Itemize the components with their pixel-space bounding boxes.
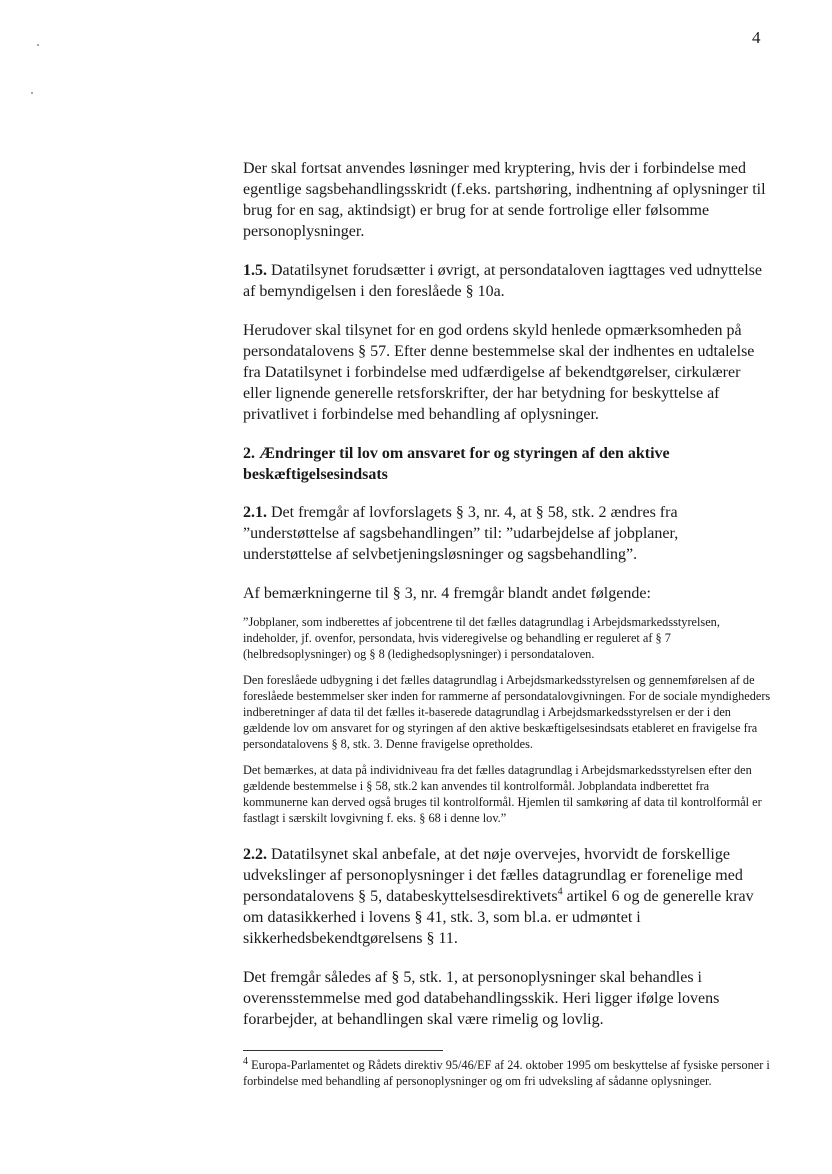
paragraph-1-5	[243, 260, 771, 302]
paragraph-text: Datatilsynet forudsætter i øvrigt, at persondataloven iagttages ved udnyttelse af bemyndigelsen i den foreslåede § 10a.	[243, 262, 762, 300]
paragraph-text: Datatilsynet skal anbefale, at det nøje overvejes, hvorvidt de forskellige udvekslinger af personoplysninger i det fælles datagrundlag er forenelige med persondatalovens § 5, databeskyttelsesdirektivets	[243, 846, 743, 905]
quote-paragraph: Det bemærkes, at data på individniveau fra det fælles datagrundlag i Arbejdsmarkedsstyrelsen efter den gældende bestemmelse i § 58, stk.2 kan anvendes til kontrolformål. Jobplandata indberettet fra kommunerne kan derved også bruges til kontrolformål. Hjemlen til samkøring af data til kontrolformål er fastlagt i særskilt lovgivning f. eks. § 68 i denne lov.”	[243, 763, 762, 825]
footnote-marker: 4	[243, 1055, 248, 1067]
document-body	[243, 158, 771, 1089]
section-number: 1.5.	[243, 262, 267, 279]
paragraph-text: Det fremgår af lovforslagets § 3, nr. 4, at § 58, stk. 2 ændres fra ”understøttelse af sagsbehandlingen” til: ”udarbejdelse af jobplaner, understøttelse af selvbetjeningsløsninger og sagsbehandling”.	[243, 504, 679, 563]
scan-speck	[37, 44, 39, 46]
paragraph-2-1	[243, 502, 771, 565]
page-number: 4	[752, 28, 761, 47]
paragraph-2-2	[243, 844, 771, 949]
paragraph-remarks-intro: Af bemærkningerne til § 3, nr. 4 fremgår blandt andet følgende:	[243, 585, 651, 602]
footnote	[243, 1057, 771, 1089]
paragraph-text: artikel 6 og de generelle krav om datasikkerhed i lovens § 41, stk. 3, som bl.a. er udmøntet i sikkerhedsbekendtgørelsens § 11.	[243, 888, 754, 947]
footnote-divider	[243, 1050, 443, 1051]
paragraph-section-57: Herudover skal tilsynet for en god ordens skyld henlede opmærksomheden på persondatalovens § 57. Efter denne bestemmelse skal der indhentes en udtalelse fra Datatilsynet i forbindelse med udfærdigelse af bekendtgørelser, cirkulærer eller lignende generelle retsforskrifter, der har betydning for beskyttelse af privatlivet i forbindelse med behandling af oplysninger.	[243, 322, 755, 423]
paragraph-section-5: Det fremgår således af § 5, stk. 1, at personoplysninger skal behandles i overensstemmelse med god databehandlingsskik. Heri ligger ifølge lovens forarbejder, at behandlingen skal være rimelig og lovlig.	[243, 969, 720, 1028]
scan-speck	[31, 92, 33, 94]
footnote-reference: 4	[557, 886, 563, 898]
quote-paragraph: Den foreslåede udbygning i det fælles datagrundlag i Arbejdsmarkedsstyrelsen og gennemførelsen af de foreslåede bestemmelser sker inden for rammerne af persondatalovgivningen. For de sociale myndigheders indberetninger af data til det fælles it-baserede datagrundlag i Arbejdsmarkedsstyrelsen er der i den gældende lov om ansvaret for og styringen af den aktive beskæftigelsesindsats etableret en fravigelse fra persondatalovens § 8, stk. 3. Denne fravigelse opretholdes.	[243, 673, 771, 751]
section-number: 2.2.	[243, 846, 267, 863]
paragraph-encryption: Der skal fortsat anvendes løsninger med kryptering, hvis der i forbindelse med egentlige sagsbehandlingsskridt (f.eks. partshøring, indhentning af oplysninger til brug for en sag, aktindsigt) er brug for at sende fortrolige eller følsomme personoplysninger.	[243, 160, 766, 240]
section-heading-2: 2. Ændringer til lov om ansvaret for og styringen af den aktive beskæftigelsesindsats	[243, 445, 670, 483]
section-number: 2.1.	[243, 504, 267, 521]
footnote-text: Europa-Parlamentet og Rådets direktiv 95/46/EF af 24. oktober 1995 om beskyttelse af fysiske personer i forbindelse med behandling af personoplysninger og om fri udveksling af sådanne oplysninger.	[243, 1058, 770, 1088]
quote-paragraph: ”Jobplaner, som indberettes af jobcentrene til det fælles datagrundlag i Arbejdsmarkedsstyrelsen, indeholder, jf. ovenfor, persondata, hvis videregivelse og behandling er reguleret af § 7 (helbredsoplysninger) og § 8 (ledighedsoplysninger) i persondataloven.	[243, 615, 720, 661]
